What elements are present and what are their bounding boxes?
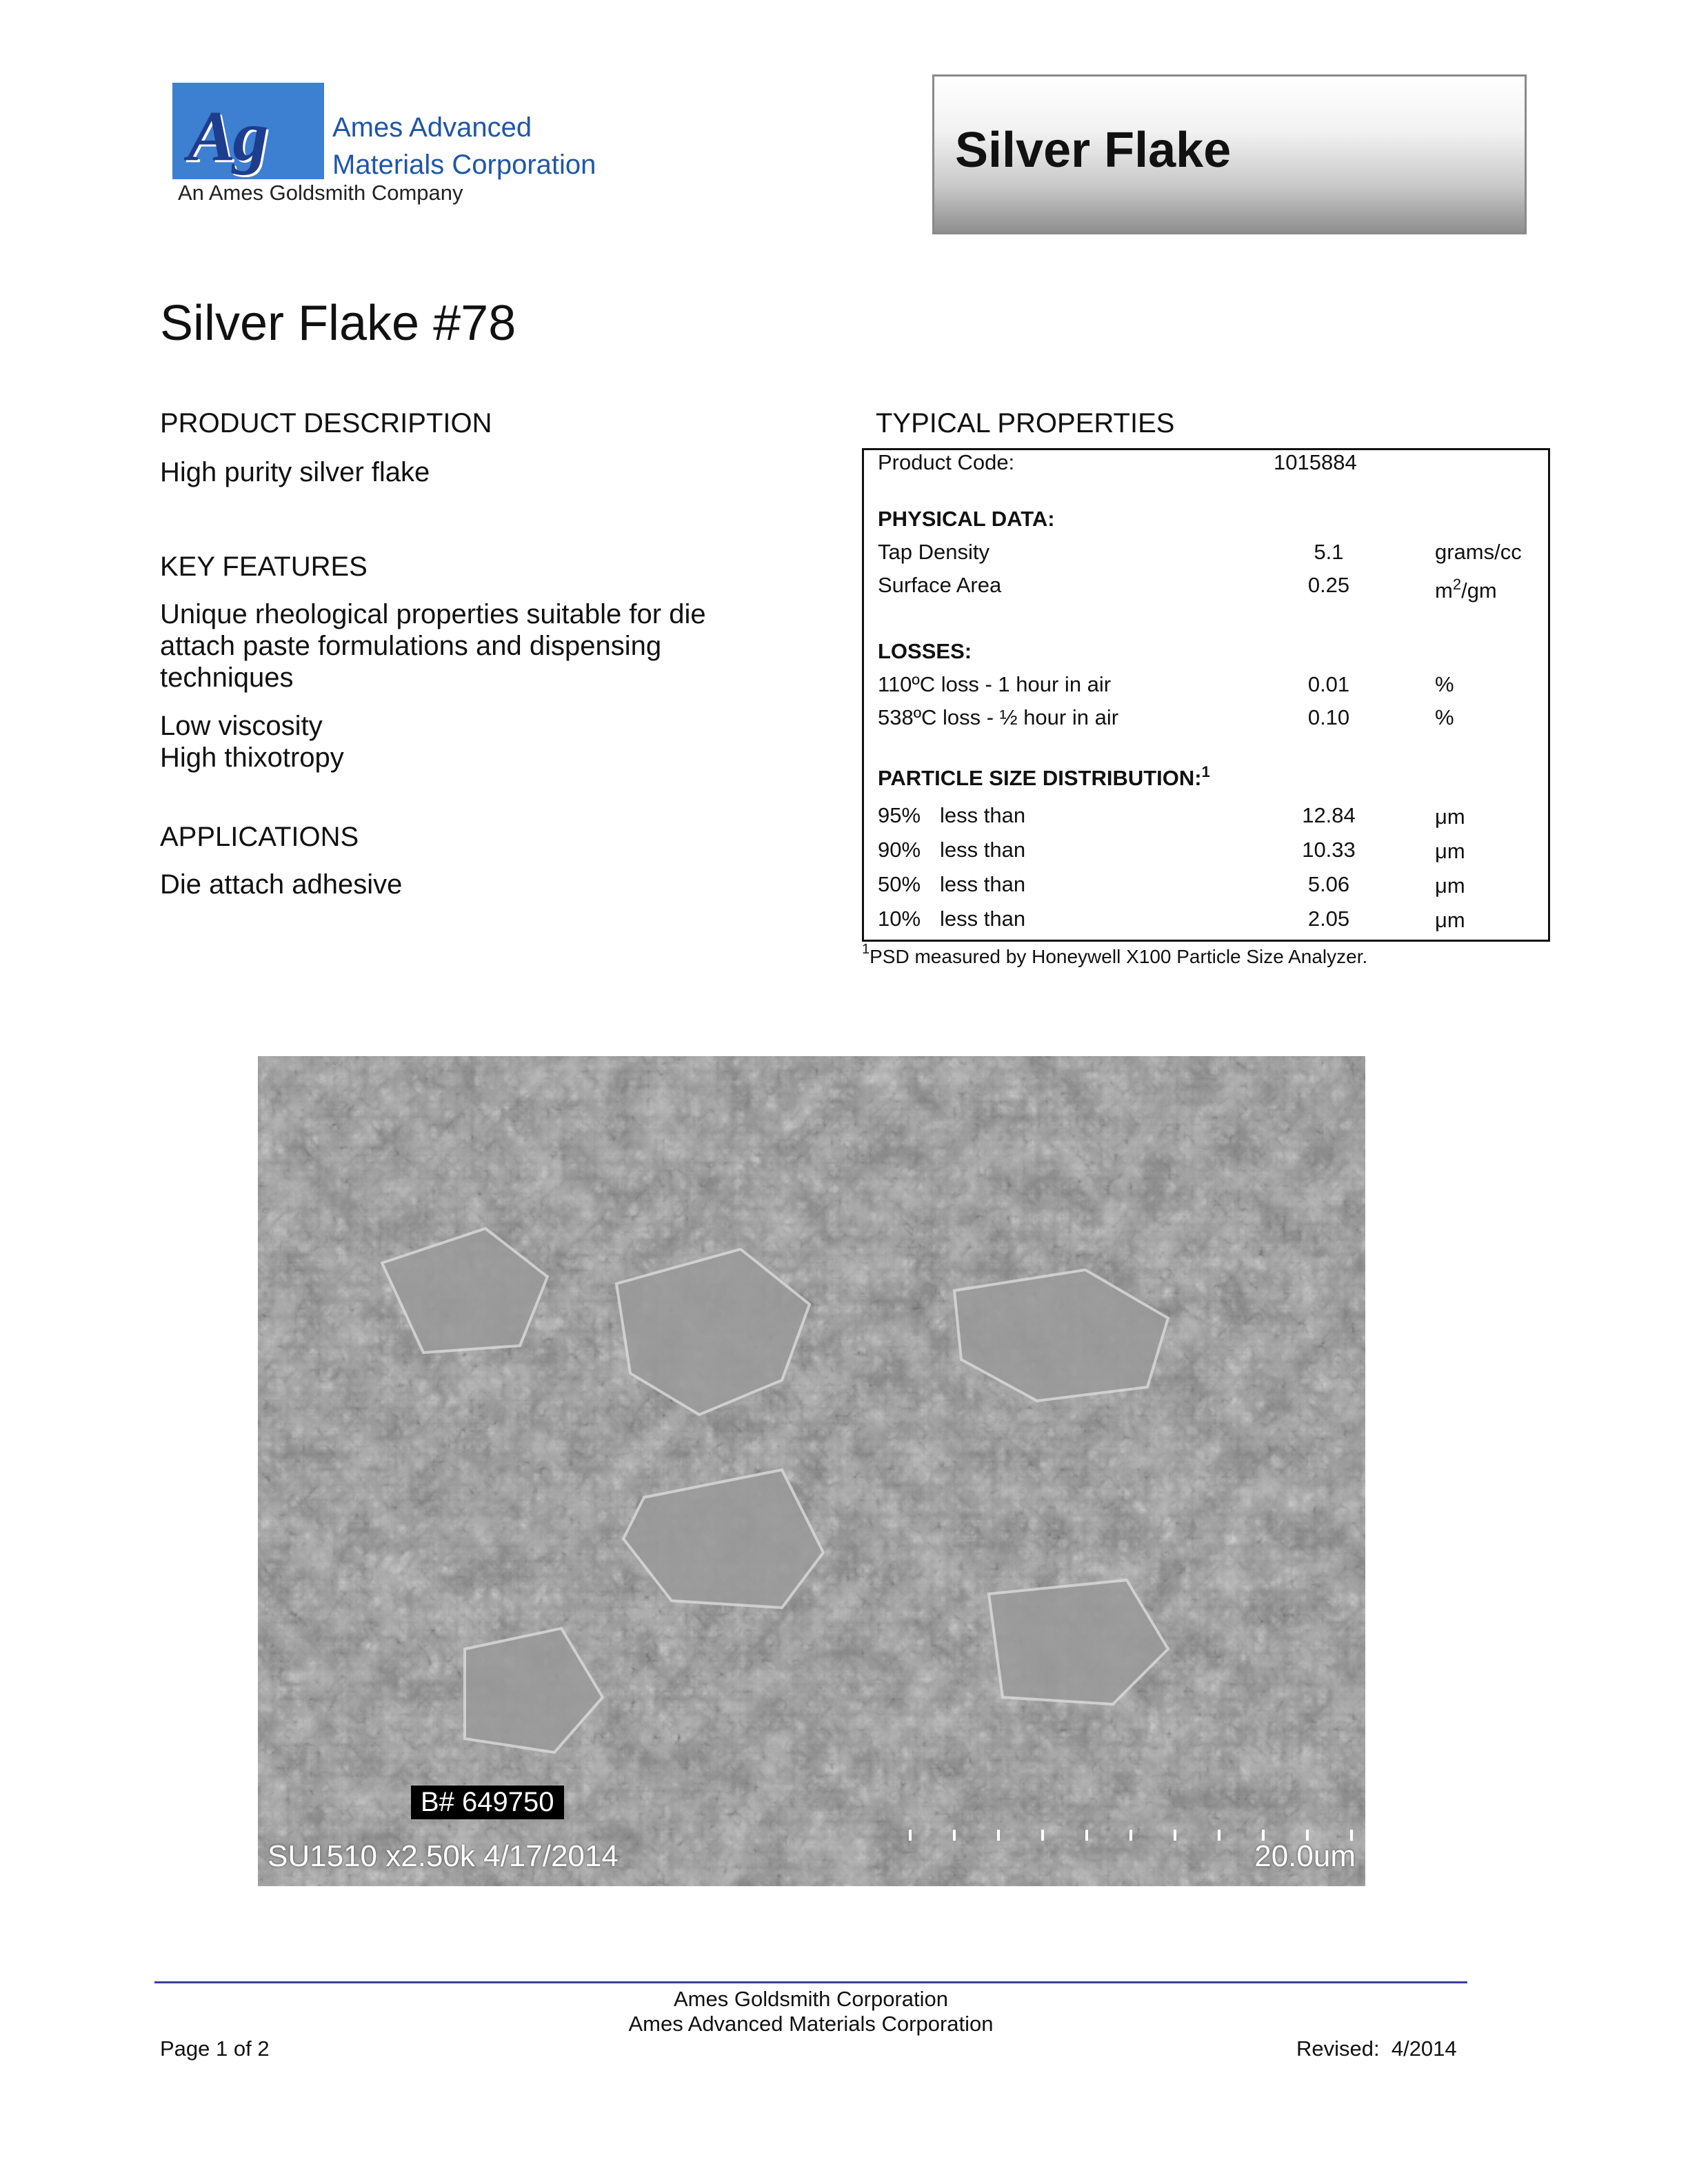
features-heading: KEY FEATURES xyxy=(160,552,368,582)
product-title: Silver Flake #78 xyxy=(160,296,516,351)
properties-heading: TYPICAL PROPERTIES xyxy=(876,408,1175,438)
logo-mark: Ag xyxy=(188,97,266,176)
features-line: Unique rheological properties suitable for die xyxy=(160,599,706,629)
footer-rule xyxy=(154,1981,1467,1983)
physical-label: Tap Density xyxy=(878,540,989,564)
psd-label: less than xyxy=(940,872,1026,896)
losses-heading: LOSSES: xyxy=(878,639,972,663)
psd-percent: 95% xyxy=(878,803,921,827)
psd-value: 2.05 xyxy=(1307,907,1350,931)
psd-label: less than xyxy=(940,907,1026,931)
features-extra xyxy=(160,710,344,774)
psd-label: less than xyxy=(940,838,1026,862)
footer-line1: Ames Goldsmith Corporation xyxy=(674,1987,948,2011)
sem-info-label: SU1510 x2.50k 4/17/2014 xyxy=(268,1839,619,1873)
logo-company-name xyxy=(332,109,596,183)
physical-unit: $m^2/gm$ xyxy=(1435,576,1497,603)
psd-label: less than xyxy=(940,803,1026,827)
physical-heading: PHYSICAL DATA: xyxy=(878,507,1055,531)
sem-batch-label: B# 649750 xyxy=(411,1786,564,1819)
loss-label: 110ºC loss - 1 hour in air xyxy=(878,672,1112,696)
physical-unit: grams/cc xyxy=(1435,540,1522,564)
loss-value: 0.01 xyxy=(1307,672,1350,696)
physical-value: 0.25 xyxy=(1307,573,1350,597)
psd-unit: μm xyxy=(1435,873,1465,898)
psd-unit: μm xyxy=(1435,805,1465,829)
feature-item: Low viscosity xyxy=(160,711,323,741)
loss-unit: % xyxy=(1435,705,1454,729)
psd-value: 5.06 xyxy=(1307,872,1350,896)
footer-page-number: Page 1 of 2 xyxy=(160,2036,270,2061)
footer-line2: Ames Advanced Materials Corporation xyxy=(628,2012,994,2036)
psd-unit: μm xyxy=(1435,908,1465,932)
logo-company-line2: Materials Corporation xyxy=(332,150,596,180)
logo-company-line1: Ames Advanced xyxy=(332,112,532,143)
psd-value: 12.84 xyxy=(1302,803,1356,827)
feature-item: High thixotropy xyxy=(160,742,344,773)
psd-percent: 90% xyxy=(878,838,921,862)
description-text: High purity silver flake xyxy=(160,457,430,487)
psd-value: 10.33 xyxy=(1302,838,1356,862)
product-code-value: 1015884 xyxy=(1274,450,1357,474)
features-line: techniques xyxy=(160,663,294,693)
company-logo xyxy=(172,83,324,179)
sem-scale-label: 20.0um xyxy=(1254,1839,1356,1873)
loss-value: 0.10 xyxy=(1307,705,1350,729)
sem-texture xyxy=(258,1056,1365,1886)
applications-text: Die attach adhesive xyxy=(160,869,403,900)
features-text xyxy=(160,598,706,694)
features-line: attach paste formulations and dispensing xyxy=(160,631,662,661)
loss-label: 538ºC loss - ½ hour in air xyxy=(878,705,1119,729)
applications-heading: APPLICATIONS xyxy=(160,822,359,852)
psd-unit: μm xyxy=(1435,839,1465,863)
physical-label: Surface Area xyxy=(878,573,1002,597)
psd-heading: PARTICLE SIZE DISTRIBUTION:$^1$ xyxy=(878,763,1210,790)
sem-micrograph xyxy=(258,1056,1365,1886)
physical-value: 5.1 xyxy=(1314,540,1344,564)
footer-revised: Revised: 4/2014 xyxy=(1296,2036,1457,2061)
description-heading: PRODUCT DESCRIPTION xyxy=(160,408,492,438)
properties-table xyxy=(862,448,1550,942)
psd-percent: 50% xyxy=(878,872,921,896)
product-code-label: Product Code: xyxy=(878,450,1015,474)
psd-percent: 10% xyxy=(878,907,921,931)
header-title: Silver Flake xyxy=(955,123,1232,178)
logo-tagline: An Ames Goldsmith Company xyxy=(178,181,463,205)
header-banner xyxy=(932,74,1527,234)
loss-unit: % xyxy=(1435,672,1454,696)
psd-footnote: $^1$PSD measured by Honeywell X100 Particle Size Analyzer. xyxy=(862,942,1368,967)
